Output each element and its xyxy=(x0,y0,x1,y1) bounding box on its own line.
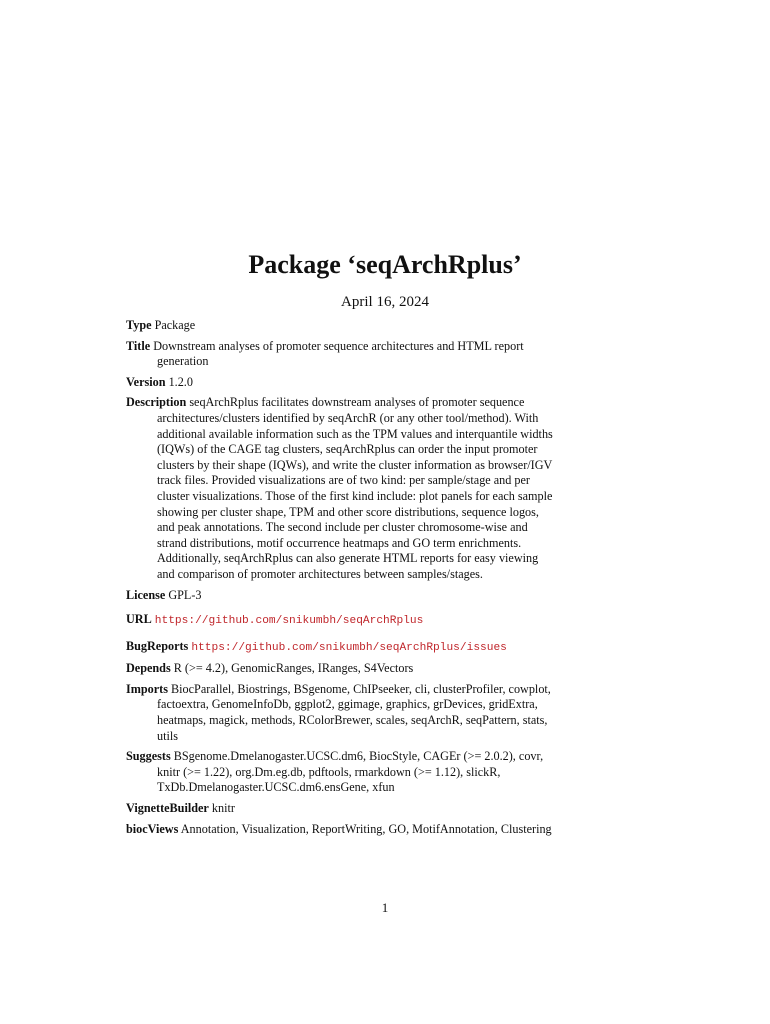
field-key: Description xyxy=(126,395,187,410)
field-imports xyxy=(126,682,556,744)
field-bugreports xyxy=(126,639,556,657)
field-key: VignetteBuilder xyxy=(126,801,209,816)
field-value: Package xyxy=(154,318,196,332)
field-value: R (>= 4.2), GenomicRanges, IRanges, S4Vectors xyxy=(173,661,414,676)
field-description xyxy=(126,395,556,582)
field-value: BiocParallel, Biostrings, BSgenome, ChIPseeker, cli, clusterProfiler, cowplot, factoextra, GenomeInfoDb, ggplot2, ggimage, graphics, grDevices, gridExtra, heatmaps, magick, methods, RColorBrewer, scales, seqArchR, seqPattern, stats, utils xyxy=(157,681,551,743)
field-value: seqArchRplus facilitates downstream analyses of promoter sequence architectures/clusters identified by seqArchR (or any other tool/method). With additional available information such as the TPM values and interquantile widths (IQWs) of the CAGE tag clusters, seqArchRplus can order the input promoter clusters by their shape (IQWs), and write the cluster information as browser/IGV track files. Provided visualizations are of two kind: per sample/stage and per cluster visualizations. Those of the first kind include: plot panels for each sample showing per cluster shape, TPM and other score distributions, sequence logos, and peak annotations. The second include per cluster chromosome-wise and strand distributions, motif occurrence heatmaps and GO term enrichments. Additionally, seqArchRplus can also generate HTML reports for easy viewing and comparison of promoter architectures between samples/stages. xyxy=(157,395,553,581)
package-date: April 16, 2024 xyxy=(341,294,429,310)
bugreports-link[interactable]: https://github.com/snikumbh/seqArchRplus/issues xyxy=(191,641,507,654)
field-key: License xyxy=(126,587,166,602)
field-key: Suggests xyxy=(126,749,171,764)
field-key: Imports xyxy=(126,681,168,696)
field-key: biocViews xyxy=(126,821,179,836)
field-value: GPL-3 xyxy=(168,587,202,602)
field-version xyxy=(126,375,556,391)
field-key: Version xyxy=(126,374,166,389)
field-type xyxy=(126,318,556,334)
field-value: knitr xyxy=(211,801,235,816)
field-license xyxy=(126,588,556,604)
page-number: 1 xyxy=(381,900,389,915)
field-key: Type xyxy=(126,318,152,332)
field-key: Title xyxy=(126,338,151,353)
field-url xyxy=(126,612,556,630)
url-link[interactable]: https://github.com/snikumbh/seqArchRplus xyxy=(154,615,424,628)
field-key: Depends xyxy=(126,661,171,676)
field-value: 1.2.0 xyxy=(168,374,193,389)
field-biocviews xyxy=(126,822,556,838)
package-title: Package ‘seqArchRplus’ xyxy=(248,250,522,279)
field-key: BugReports xyxy=(126,638,189,653)
field-depends xyxy=(126,661,556,677)
field-suggests xyxy=(126,749,556,796)
description-fields xyxy=(126,318,556,842)
field-key: URL xyxy=(126,612,152,627)
field-title xyxy=(126,339,556,370)
field-value: BSgenome.Dmelanogaster.UCSC.dm6, BiocStyle, CAGEr (>= 2.0.2), covr, knitr (>= 1.22), org.Dm.eg.db, pdftools, rmarkdown (>= 1.12), slickR, TxDb.Dmelanogaster.UCSC.dm6.ensGene, xfun xyxy=(157,749,544,795)
field-value: Annotation, Visualization, ReportWriting, GO, MotifAnnotation, Clustering xyxy=(180,821,552,836)
field-vignettebuilder xyxy=(126,801,556,817)
field-value: Downstream analyses of promoter sequence architectures and HTML report generation xyxy=(153,338,524,369)
